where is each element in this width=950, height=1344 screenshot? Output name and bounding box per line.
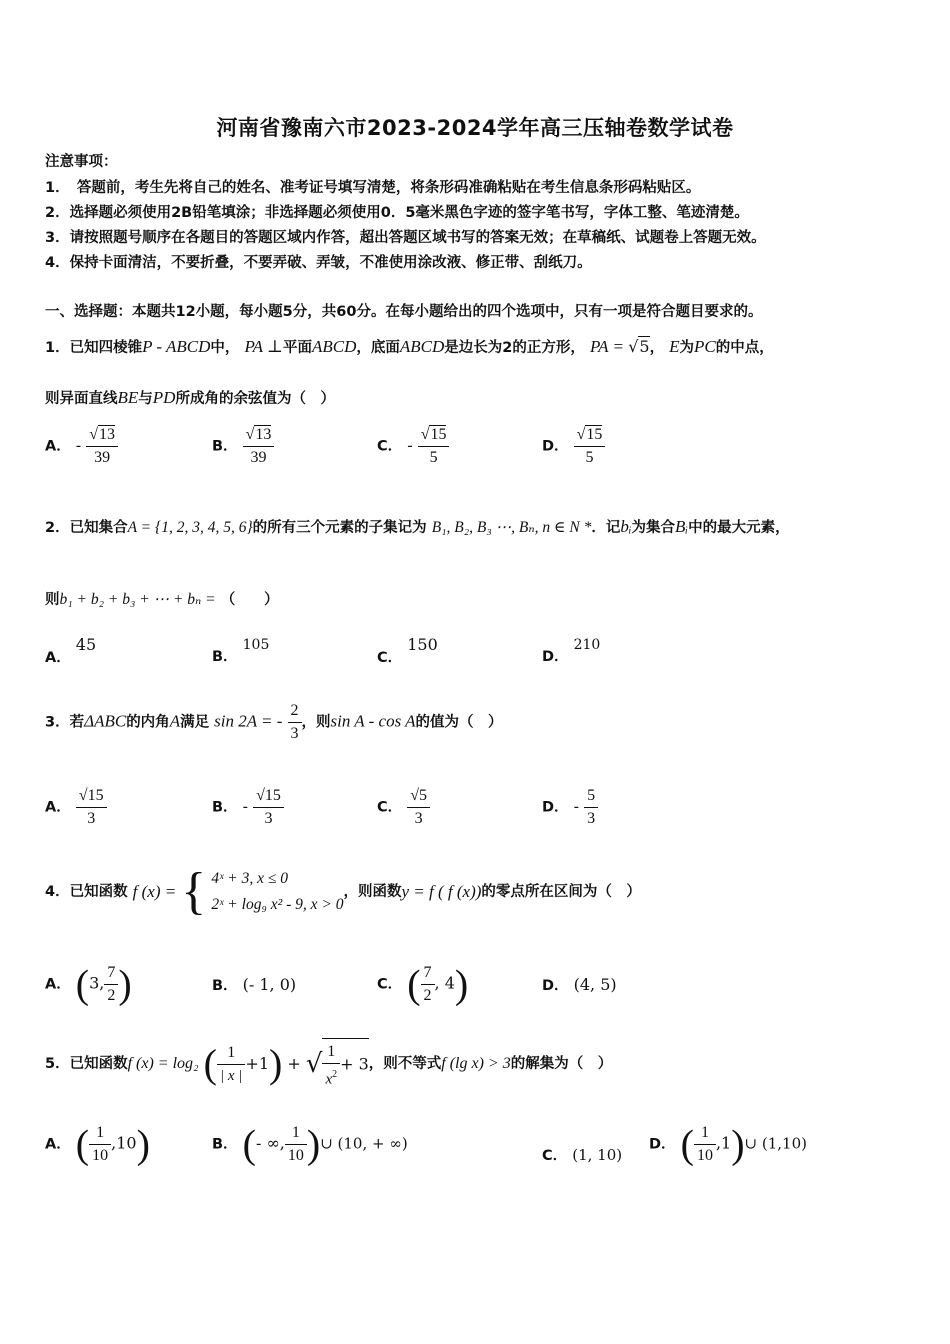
notice-item-2: 2．选择题必须使用2B铅笔填涂；非选择题必须使用0．5毫米黑色字迹的签字笔书写，字体工整、笔迹清楚。 bbox=[45, 205, 749, 221]
question-4-stem: 4．已知函数 f (x) = { 4ˣ + 3, x ≤ 0 2ˣ + log₉ x² - 9, x > 0 ，则函数y = f ( f (x))的零点所在区间为（ ） bbox=[45, 863, 641, 920]
question-5-stem: 5．已知函数f (x) = log₂ ( $\frac{1}{| x |}$ +1) + √ $\frac{1}{x^2}$ + 3，则不等式f (lg x) > 3的解集为（ ） bbox=[45, 1038, 612, 1094]
page-title: 河南省豫南六市2023-2024学年高三压轴卷数学试卷 bbox=[216, 116, 734, 140]
question-5-option-b[interactable]: B． (- ∞, $\frac{1}{10}$ )∪ (10, + ∞) bbox=[212, 1121, 408, 1167]
notice-item-3: 3．请按照题号顺序在各题目的答题区域内作答，超出答题区域书写的答案无效；在草稿纸、试题卷上答题无效。 bbox=[45, 230, 766, 246]
question-5-option-a[interactable]: A． ( $\frac{1}{10}$ ,10) bbox=[45, 1121, 150, 1167]
question-4-option-a[interactable]: A． (3, $\frac{7}{2}$ ) bbox=[45, 961, 132, 1007]
question-1-option-b[interactable]: B． $\frac{√13}{39}$ bbox=[212, 424, 274, 469]
section-heading: 一、选择题：本题共12小题，每小题5分，共60分。在每小题给出的四个选项中，只有一项是符合题目要求的。 bbox=[45, 304, 763, 320]
question-2-option-b[interactable]: B． 105 bbox=[212, 637, 270, 665]
question-2-option-c[interactable]: C． 150 bbox=[377, 635, 438, 666]
question-1-option-d[interactable]: D． $\frac{√15}{5}$ bbox=[542, 424, 605, 469]
question-5-option-c[interactable]: C． (1, 10) bbox=[542, 1146, 623, 1164]
question-3-option-a[interactable]: A． $\frac{√15}{3}$ bbox=[45, 785, 107, 830]
question-1-stem: 1．已知四棱锥P - ABCD中， PA ⊥平面ABCD，底面ABCD是边长为2的正方形， PA = √5， E为PC的中点， bbox=[45, 337, 774, 356]
notice-item-4: 4．保持卡面清洁，不要折叠，不要弄破、弄皱，不准使用涂改液、修正带、刮纸刀。 bbox=[45, 255, 592, 271]
question-1-option-c[interactable]: C． - $\frac{√15}{5}$ bbox=[377, 424, 449, 469]
question-3-option-c[interactable]: C． $\frac{√5}{3}$ bbox=[377, 785, 430, 830]
question-4-option-c[interactable]: C． ( $\frac{7}{2}$ , 4) bbox=[377, 961, 469, 1007]
question-4-option-b[interactable]: B． (- 1, 0) bbox=[212, 975, 297, 994]
question-2-option-d[interactable]: D． 210 bbox=[542, 637, 601, 665]
notice-item-1: 1． 答题前，考生先将自己的姓名、准考证号填写清楚，将条形码准确粘贴在考生信息条形码粘贴区。 bbox=[45, 180, 701, 196]
question-3-stem: 3．若ΔABC的内角A满足 sin 2A = - $\frac{2}{3}$ ，则sin A - cos A的值为（ ） bbox=[45, 702, 503, 742]
question-3-option-d[interactable]: D． - $\frac{5}{3}$ bbox=[542, 785, 598, 830]
question-2-option-a[interactable]: A． 45 bbox=[45, 635, 97, 666]
question-2-stem-line2: 则b₁ + b₂ + b₃ + ⋯ + bₙ = （ ） bbox=[45, 591, 279, 608]
question-2-stem: 2．已知集合A = {1, 2, 3, 4, 5, 6}的所有三个元素的子集记为 B₁, B₂, B₃ ⋯, Bₙ, n ∈ N *．记bᵢ为集合Bᵢ中的最大元素， bbox=[45, 517, 790, 536]
question-3-option-b[interactable]: B． - $\frac{√15}{3}$ bbox=[212, 785, 284, 830]
notice-heading: 注意事项： bbox=[45, 154, 118, 170]
question-5-option-d[interactable]: D． ( $\frac{1}{10}$ ,1)∪ (1,10) bbox=[649, 1121, 807, 1167]
question-4-option-d[interactable]: D． (4, 5) bbox=[542, 975, 617, 994]
question-1-option-a[interactable]: A． - $\frac{√13}{39}$ bbox=[45, 424, 118, 469]
question-1-stem-line2: 则异面直线BE与PD所成角的余弦值为（ ） bbox=[45, 388, 335, 407]
